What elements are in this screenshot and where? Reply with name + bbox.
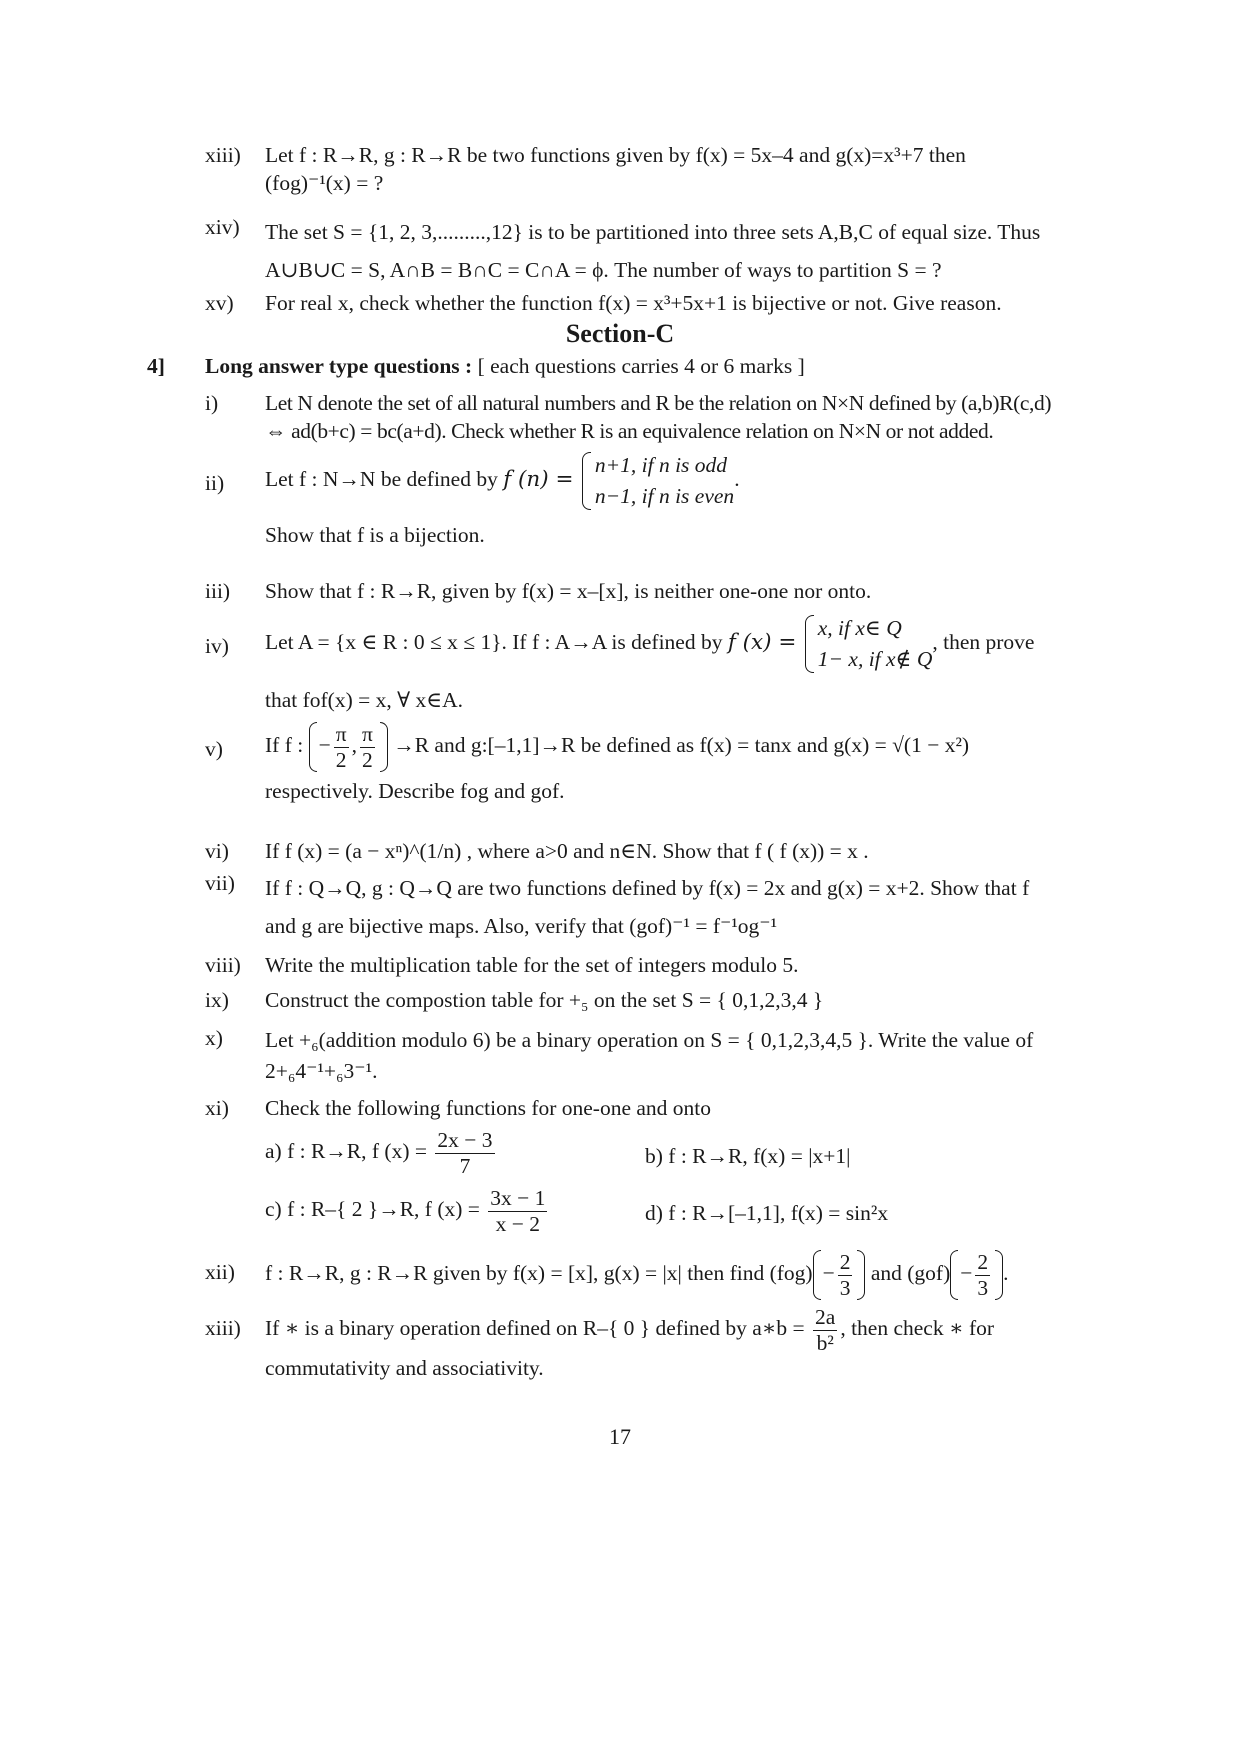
fraction-denominator: 2 <box>360 747 375 773</box>
question-text: Check the following functions for one-one and onto <box>265 1096 712 1120</box>
question-text: If f (x) = (a − xⁿ)^(1/n) , where a>0 and n∈N. Show that f ( f (x)) = x . <box>265 839 869 863</box>
question-text: If f : Q→Q, g : Q→Q are two functions defined by f(x) = 2x and g(x) = x+2. Show that f <box>265 876 1030 900</box>
fraction-numerator: π <box>361 722 373 746</box>
question-text: Let A = {x ∈ R : 0 ≤ x ≤ 1}. If f : A→A is defined by <box>265 630 728 655</box>
fraction-numerator: 2 <box>977 1250 989 1274</box>
piecewise-cases <box>802 613 933 675</box>
question-text: Let N denote the set of all natural numbers and R be the relation on N×N defined by (a,b)R(c,d) <box>265 391 1052 415</box>
fraction-numerator: 2x − 3 <box>437 1128 493 1152</box>
title-bold: Long answer type questions : <box>205 354 473 378</box>
piecewise-cases <box>579 450 734 512</box>
question-text: For real x, check whether the function f(x) = x³+5x+1 is bijective or not. Give reason. <box>265 291 1002 315</box>
question-number: vi) <box>205 839 229 863</box>
question-number: xiv) <box>205 215 240 239</box>
question-number: viii) <box>205 953 241 977</box>
fraction-denominator: 3 <box>839 1275 851 1300</box>
title-rest: [ each questions carries 4 or 6 marks ] <box>472 354 805 378</box>
question-number: iv) <box>205 634 229 658</box>
question-text: Write the multiplication table for the set of integers modulo 5. <box>265 953 799 977</box>
paren-group: − $\frac{2}{3}$ <box>813 1250 866 1300</box>
subpart-text: c) f : R–{ 2 }→R, f (x) = <box>265 1197 480 1222</box>
question-number: v) <box>205 737 223 761</box>
question-text: (fog)⁻¹(x) = ? <box>265 170 384 195</box>
question-text: respectively. Describe fog and gof. <box>265 779 565 804</box>
fraction-numerator: π <box>335 722 347 746</box>
subpart-a <box>265 1128 498 1178</box>
question-text: If ∗ is a binary operation defined on R–{ 0 } defined by a∗b = <box>265 1316 805 1341</box>
question-text: commutativity and associativity. <box>265 1356 544 1381</box>
question-text: Construct the compostion table for +₅ on the set S = { 0,1,2,3,4 } <box>265 988 824 1012</box>
question-number: xiii) <box>205 1316 241 1340</box>
question-number: ii) <box>205 471 225 495</box>
fraction-numerator: 2a <box>815 1305 836 1329</box>
case-line: n−1, if n is even <box>594 484 735 509</box>
question-number: xiii) <box>205 143 241 167</box>
question-text: The set S = {1, 2, 3,.........,12} is to be partitioned into three sets A,B,C of equal size. Thus <box>265 220 1041 244</box>
question-4-title <box>205 353 805 381</box>
question-number: iii) <box>205 579 231 603</box>
subpart-c <box>265 1186 550 1236</box>
subpart-b: b) f : R→R, f(x) = |x+1| <box>645 1144 851 1168</box>
question-text: Let +₆(addition modulo 6) be a binary operation on S = { 0,1,2,3,4,5 }. Write the value of <box>265 1028 1034 1052</box>
question-number: xi) <box>205 1096 229 1120</box>
punctuation: . <box>1003 1261 1009 1286</box>
question-text: Show that f : R→R, given by f(x) = x–[x], is neither one-one nor onto. <box>265 579 872 603</box>
fraction-denominator: 3 <box>977 1275 989 1300</box>
case-line: x, if x∈ Q <box>817 616 902 640</box>
subpart-text: a) f : R→R, f (x) = <box>265 1139 427 1164</box>
question-number: xii) <box>205 1260 235 1284</box>
question-text: Let f : R→R, g : R→R be two functions given by f(x) = 5x–4 and g(x)=x³+7 then <box>265 143 966 167</box>
fraction-denominator: b² <box>813 1330 837 1356</box>
question-text: and (gof) <box>870 1261 951 1286</box>
question-text: f : R→R, g : R→R given by f(x) = [x], g(x) = |x| then find (fog) <box>265 1261 813 1286</box>
punctuation: . <box>734 467 740 492</box>
question-number: i) <box>205 391 219 415</box>
fraction-denominator: x − 2 <box>488 1211 547 1237</box>
question-text: that fof(x) = x, ∀ x∈A. <box>265 688 464 713</box>
question-text: Let f : N→N be defined by <box>265 467 504 492</box>
question-text: Show that f is a bijection. <box>265 523 485 548</box>
question-text: , then check ∗ for <box>840 1316 995 1341</box>
fraction-denominator: 7 <box>435 1153 494 1179</box>
fraction-numerator: 3x − 1 <box>490 1186 546 1210</box>
question-number: ix) <box>205 988 229 1012</box>
subpart-d: d) f : R→[–1,1], f(x) = sin²x <box>645 1201 889 1225</box>
question-number: vii) <box>205 871 235 895</box>
page-number: 17 <box>609 1424 631 1449</box>
question-4-number: 4] <box>147 354 165 378</box>
question-text: ⇔ ad(b+c) = bc(a+d). Check whether R is an equivalence relation on N×N or not added. <box>265 418 994 443</box>
open-interval: − $\frac{\pi}{2}$ , $\frac{\pi}{2}$ <box>309 722 388 772</box>
paren-group: − $\frac{2}{3}$ <box>950 1250 1003 1300</box>
question-text: →R and g:[–1,1]→R be defined as f(x) = tanx and g(x) = √(1 − x²) <box>393 733 970 758</box>
case-line: 1− x, if x∉ Q <box>817 647 933 672</box>
question-text: A∪B∪C = S, A∩B = B∩C = C∩A = ϕ. The number of ways to partition S = ? <box>265 257 942 282</box>
question-text: 2+₆4⁻¹+₆3⁻¹. <box>265 1059 378 1084</box>
question-text: , then prove <box>932 630 1035 655</box>
function-lhs: f (x) = <box>727 630 797 656</box>
section-heading: Section-C <box>565 319 675 348</box>
fraction-denominator: 2 <box>334 747 349 773</box>
question-text: and g are bijective maps. Also, verify that (gof)⁻¹ = f⁻¹og⁻¹ <box>265 913 778 938</box>
question-text: If f : <box>265 733 304 758</box>
function-lhs: f (n) = <box>503 467 574 493</box>
case-line: n+1, if n is odd <box>594 453 728 477</box>
question-number: x) <box>205 1026 223 1050</box>
question-number: xv) <box>205 291 234 315</box>
fraction-numerator: 2 <box>839 1250 851 1274</box>
